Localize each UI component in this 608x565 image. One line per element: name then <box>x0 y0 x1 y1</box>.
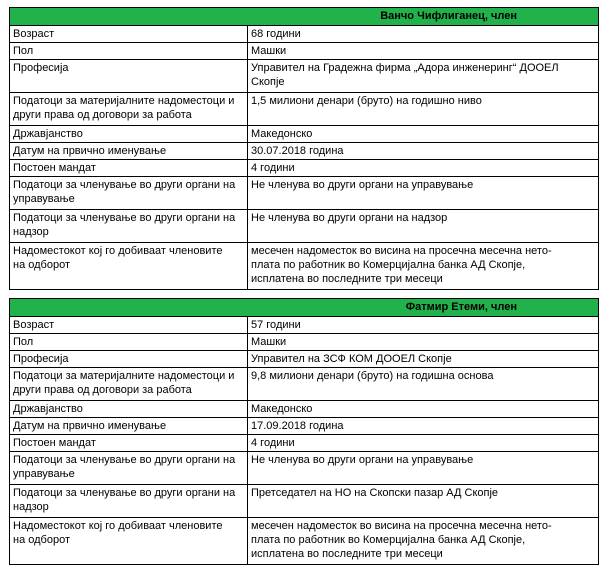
field-label-mandate: Постоен мандат <box>10 435 248 452</box>
field-value-other-supervisory-bodies: Претседател на НО на Скопски пазар АД Скопје <box>248 485 599 518</box>
field-value-age: 68 години <box>248 26 599 43</box>
field-value-compensation-contracts: 1,5 милиони денари (бруто) на годишно ниво <box>248 93 599 126</box>
field-label-other-management-bodies: Податоци за членување во други органи на управување <box>10 177 248 210</box>
member-header-row <box>10 299 599 317</box>
field-value-profession: Управител на Градежна фирма „Адора инженеринг“ ДООЕЛ Скопје <box>248 60 599 93</box>
table-row <box>10 368 599 401</box>
table-row <box>10 43 599 60</box>
field-label-profession: Професија <box>10 60 248 93</box>
table-row <box>10 435 599 452</box>
field-label-gender: Пол <box>10 43 248 60</box>
table-row <box>10 93 599 126</box>
member-header-row <box>10 8 599 26</box>
table-row <box>10 177 599 210</box>
table-row <box>10 334 599 351</box>
table-row <box>10 485 599 518</box>
field-value-age: 57 години <box>248 317 599 334</box>
field-label-first-appointment: Датум на првично именување <box>10 143 248 160</box>
table-row <box>10 418 599 435</box>
field-value-gender: Машки <box>248 334 599 351</box>
table-row <box>10 351 599 368</box>
field-value-first-appointment: 17.09.2018 година <box>248 418 599 435</box>
table-row <box>10 452 599 485</box>
field-value-other-management-bodies: Не членува во други органи на управување <box>248 452 599 485</box>
field-label-board-compensation: Надоместокот кој го добиваат членовите на одборот <box>10 518 248 565</box>
field-value-board-compensation: месечен надоместок во висина на просечна месечна нето- плата по работник во Комерцијална банка АД Скопје, исплатена во последните три месеци <box>248 243 599 290</box>
field-value-board-compensation: месечен надоместок во висина на просечна месечна нето- плата по работник во Комерцијална банка АД Скопје, исплатена во последните три месеци <box>248 518 599 565</box>
field-label-age: Возраст <box>10 317 248 334</box>
field-value-mandate: 4 години <box>248 160 599 177</box>
member-name-heading: Ванчо Чифлиганец, член <box>10 8 599 26</box>
table-row <box>10 26 599 43</box>
field-label-compensation-contracts: Податоци за материјалните надоместоци и други права од договори за работа <box>10 368 248 401</box>
table-row <box>10 60 599 93</box>
field-value-other-management-bodies: Не членува во други органи на управување <box>248 177 599 210</box>
field-label-profession: Професија <box>10 351 248 368</box>
field-label-citizenship: Државјанство <box>10 126 248 143</box>
field-value-mandate: 4 години <box>248 435 599 452</box>
table-row <box>10 126 599 143</box>
table-row <box>10 243 599 290</box>
board-member-table <box>9 7 599 565</box>
field-label-other-supervisory-bodies: Податоци за членување во други органи на надзор <box>10 485 248 518</box>
field-label-citizenship: Државјанство <box>10 401 248 418</box>
field-label-compensation-contracts: Податоци за материјалните надоместоци и други права од договори за работа <box>10 93 248 126</box>
field-label-other-management-bodies: Податоци за членување во други органи на управување <box>10 452 248 485</box>
member-name-heading: Фатмир Етеми, член <box>10 299 599 317</box>
table-row <box>10 143 599 160</box>
field-label-age: Возраст <box>10 26 248 43</box>
field-value-other-supervisory-bodies: Не членува во други органи на надзор <box>248 210 599 243</box>
table-row <box>10 401 599 418</box>
field-value-citizenship: Македонско <box>248 401 599 418</box>
table-spacer <box>10 290 599 299</box>
field-label-other-supervisory-bodies: Податоци за членување во други органи на надзор <box>10 210 248 243</box>
board-members-document <box>9 7 598 565</box>
field-value-citizenship: Македонско <box>248 126 599 143</box>
table-row <box>10 160 599 177</box>
table-row <box>10 518 599 565</box>
table-row <box>10 210 599 243</box>
field-label-first-appointment: Датум на првично именување <box>10 418 248 435</box>
table-row <box>10 317 599 334</box>
field-value-first-appointment: 30.07.2018 година <box>248 143 599 160</box>
field-value-compensation-contracts: 9,8 милиони денари (бруто) на годишна основа <box>248 368 599 401</box>
field-label-gender: Пол <box>10 334 248 351</box>
field-label-board-compensation: Надоместокот кој го добиваат членовите на одборот <box>10 243 248 290</box>
field-value-profession: Управител на ЗСФ КОМ ДООЕЛ Скопје <box>248 351 599 368</box>
field-value-gender: Машки <box>248 43 599 60</box>
field-label-mandate: Постоен мандат <box>10 160 248 177</box>
